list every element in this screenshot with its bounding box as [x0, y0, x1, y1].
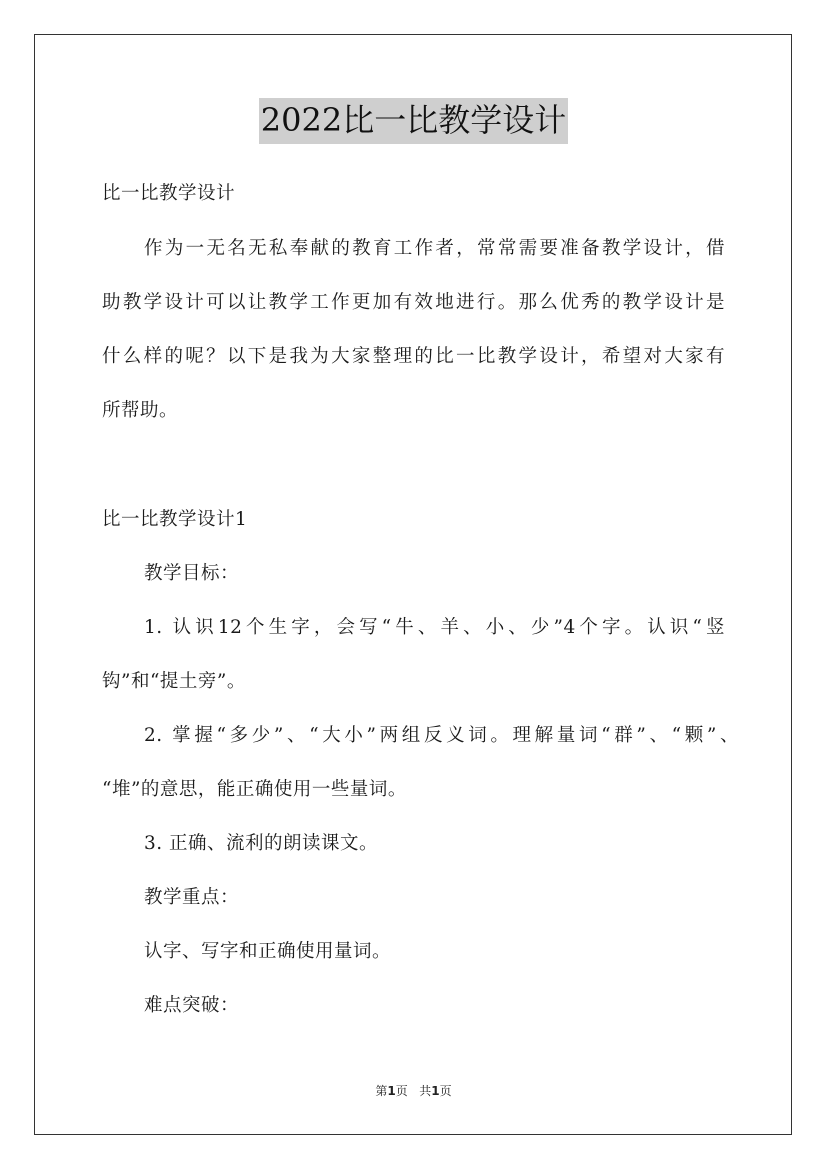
footer-mid: 页 共 [395, 1084, 432, 1098]
goals-label: 教学目标： [144, 563, 240, 584]
section-heading: 比一比教学设计1 [102, 509, 248, 530]
difficulty-label: 难点突破： [144, 995, 240, 1016]
goal-2-line-2: “堆”的意思，能正确使用一些量词。 [102, 779, 407, 800]
footer-page-number: 1 [387, 1084, 396, 1098]
document-subtitle: 比一比教学设计 [102, 183, 236, 204]
goal-3: 3. 正确、流利的朗读课文。 [144, 833, 379, 854]
goal-1-line-2: 钩”和“提土旁”。 [102, 671, 246, 692]
title-container [0, 98, 827, 144]
intro-line-4: 所帮助。 [102, 400, 179, 421]
goal-2-line-1: 2. 掌握“多少”、“大小”两组反义词。理解量词“群”、“颗”、 [144, 725, 739, 746]
goal-1-line-1: 1. 认识12个生字，会写“牛、羊、小、少”4个字。认识“竖 [144, 617, 725, 638]
footer-total-pages: 1 [431, 1084, 440, 1098]
page-footer [0, 1082, 827, 1100]
intro-line-2: 助教学设计可以让教学工作更加有效地进行。那么优秀的教学设计是 [102, 292, 725, 313]
key-points-label: 教学重点： [144, 887, 240, 908]
footer-prefix: 第 [375, 1084, 388, 1098]
document-title: 2022比一比教学设计 [259, 98, 568, 144]
intro-line-1: 作为一无名无私奉献的教育工作者，常常需要准备教学设计，借 [144, 238, 725, 259]
intro-line-3: 什么样的呢？以下是我为大家整理的比一比教学设计，希望对大家有 [102, 346, 725, 367]
footer-suffix: 页 [439, 1084, 452, 1098]
key-points-text: 认字、写字和正确使用量词。 [144, 941, 392, 962]
